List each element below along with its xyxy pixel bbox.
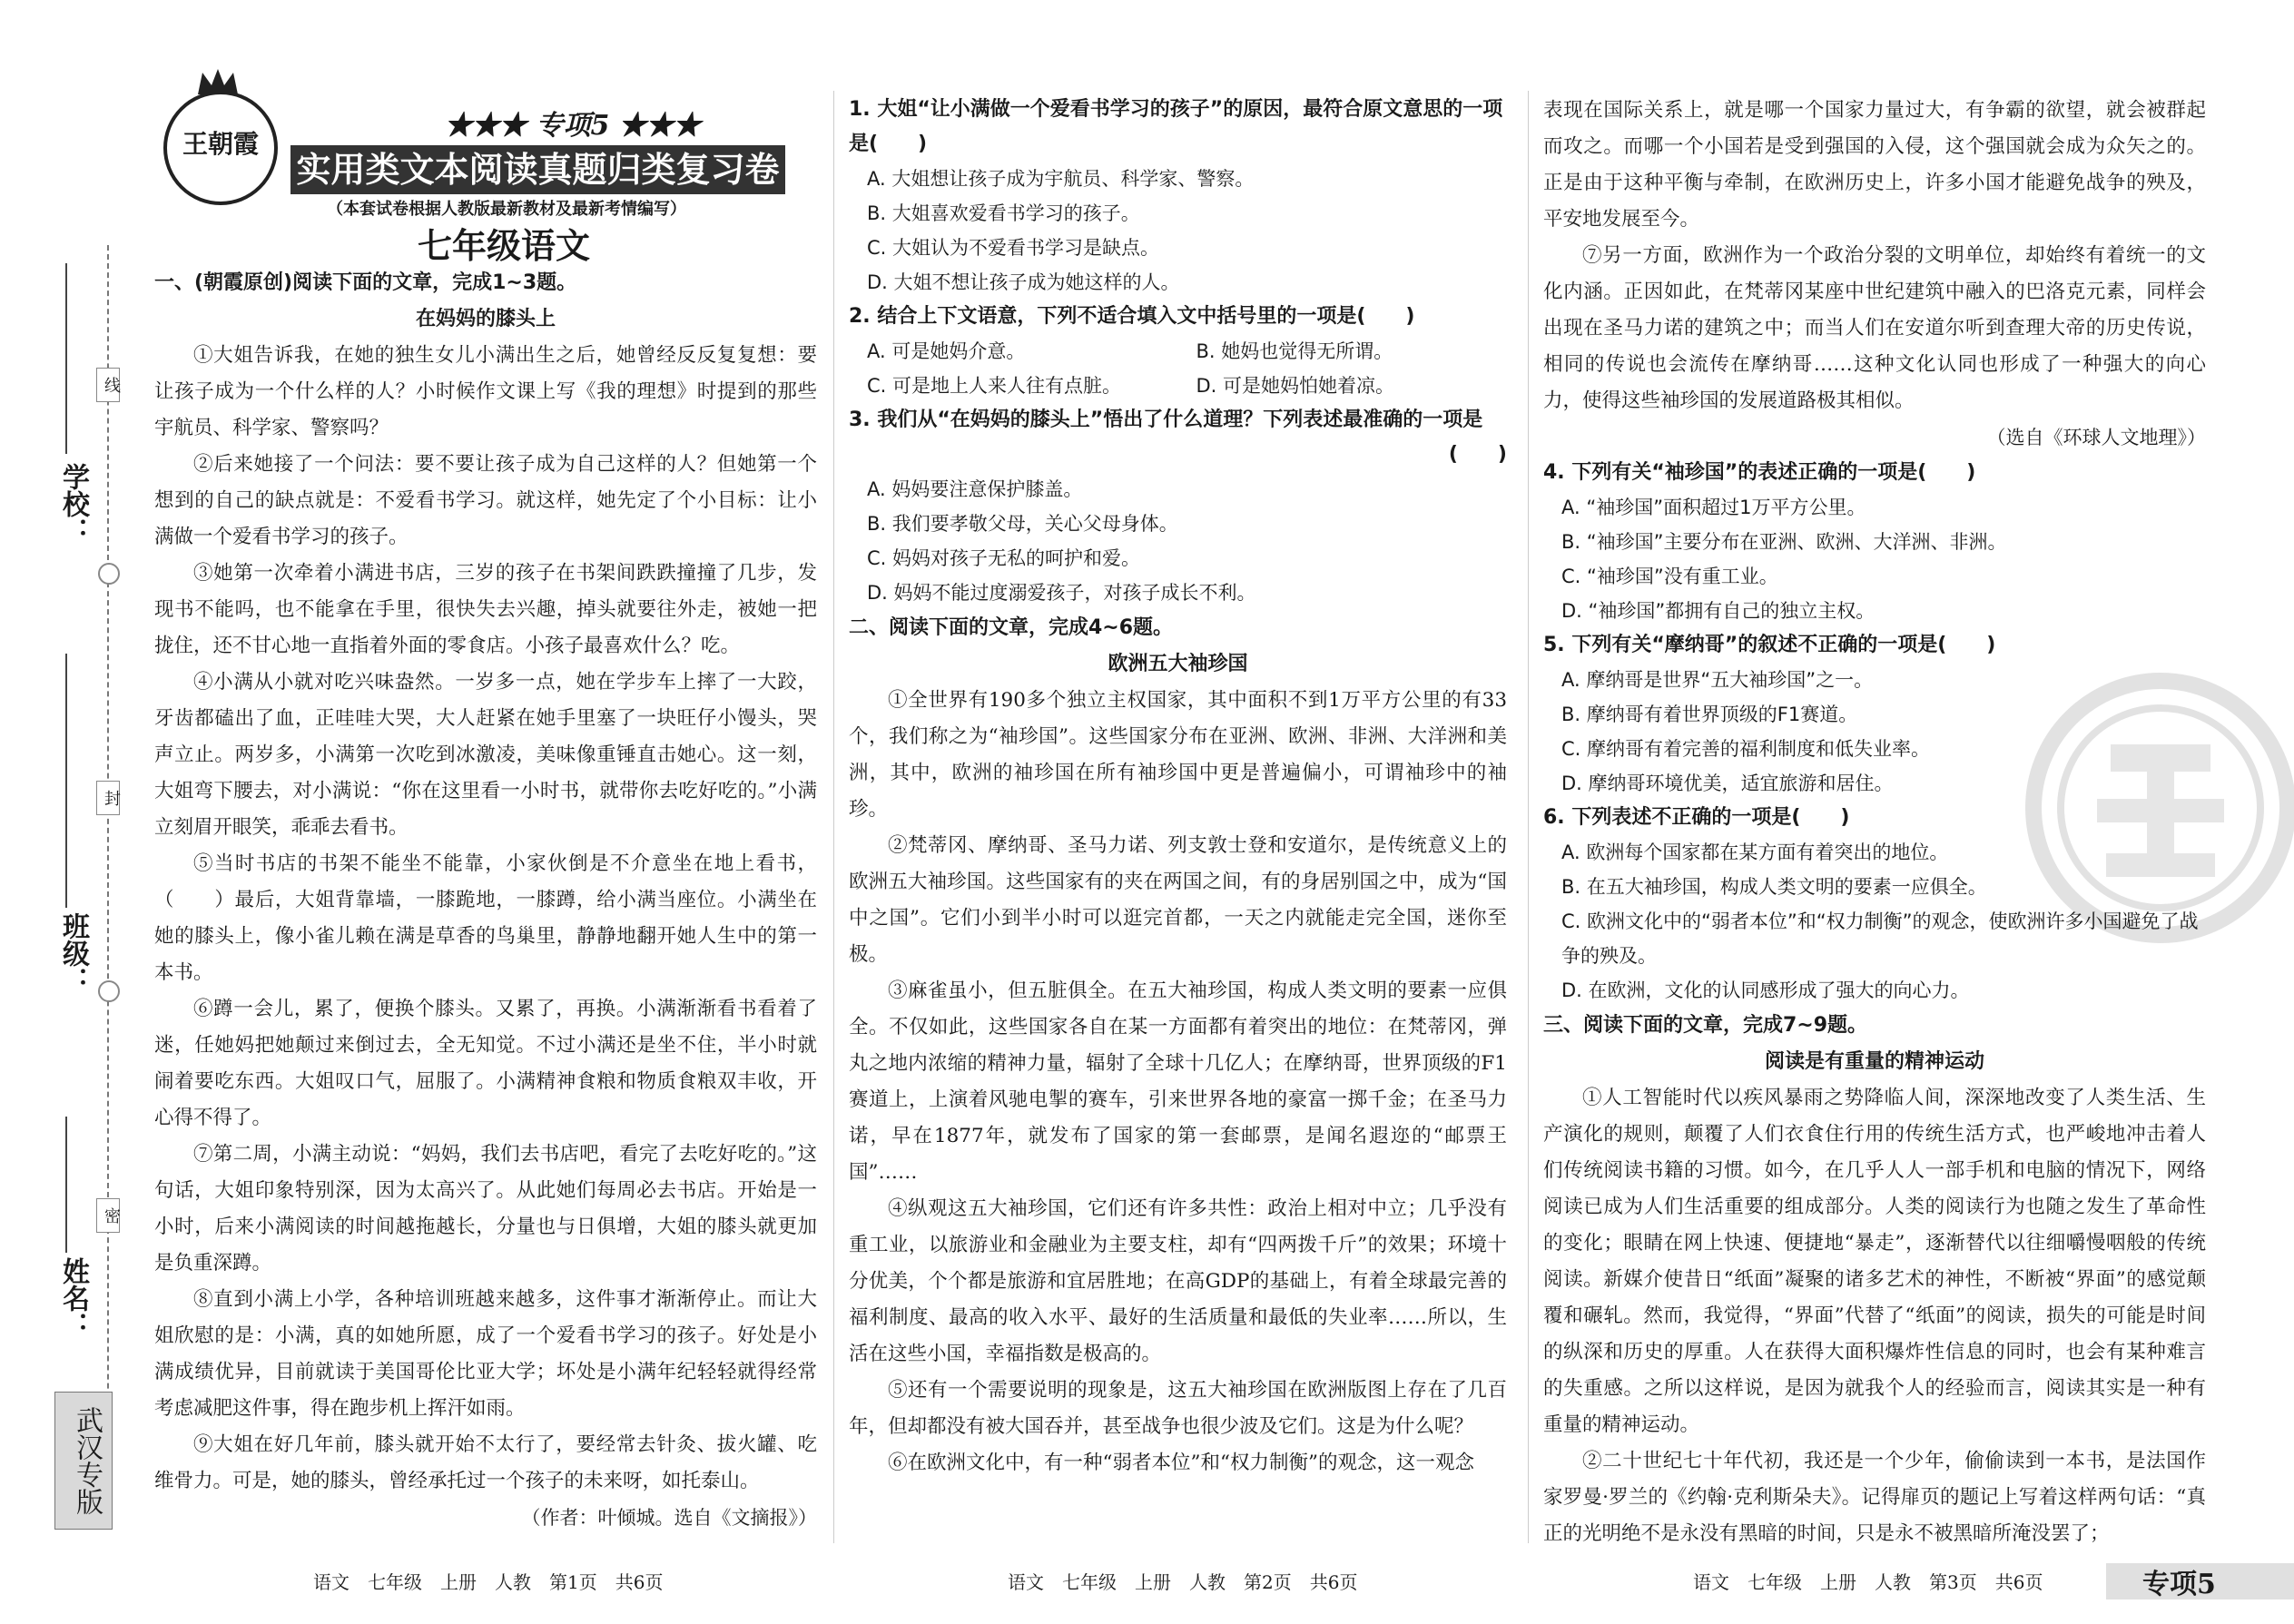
option: D. 大姐不想让孩子成为她这样的人。 [867,271,1180,293]
paragraph: ②梵蒂冈、摩纳哥、圣马力诺、列支敦士登和安道尔，是传统意义上的欧洲五大袖珍国。这些国家有的夹在两国之间，有的身居别国之中，成为“国中之国”。它们小到半小时可以逛完首都，一天之内就能走完全国，迷你至极。 [849,834,1507,966]
question-6: 6. 下列表述不正确的一项是( ) [1543,806,1850,829]
option: B. 摩纳哥有着世界顶级的F1赛道。 [1561,704,1858,725]
option: C. 可是地上人来人往有点脏。 [867,375,1122,397]
article-1-title: 在妈妈的膝头上 [415,308,556,330]
paragraph: ③麻雀虽小，但五脏俱全。在五大袖珍国，构成人类文明的要素一应俱全。不仅如此，这些国家各自在某一方面都有着突出的地位：在梵蒂冈，弹丸之地内浓缩的精神力量，辐射了全球十几亿人；在摩纳哥，世界顶级的F1赛道上，上演着风驰电掣的赛车，引来世界各地的豪富一掷千金；在圣马力诺，早在1877年，就发布了国家的第一套邮票，是闻名遐迩的“邮票王国”…… [849,979,1507,1184]
series-label: ★★★ 专项5 ★★★ [445,110,701,142]
option: C. 摩纳哥有着完善的福利制度和低失业率。 [1561,738,1931,760]
option: D. 在欧洲，文化的认同感形成了强大的向心力。 [1561,979,1970,1001]
paragraph: ①全世界有190多个独立主权国家，其中面积不到1万平方公里的有33个，我们称之为“袖珍国”。这些国家分布在亚洲、欧洲、非洲、大洋洲和美洲，其中，欧洲的袖珍国在所有袖珍国中更是普遍偏小，可谓袖珍中的袖珍。 [849,689,1507,821]
binding-hole [98,563,120,585]
publisher-logo: 王朝霞 [163,91,278,205]
article-2-title: 欧洲五大袖珍国 [1108,653,1248,675]
option: A. 欧洲每个国家都在某方面有着突出的地位。 [1561,842,1949,863]
option: D. 妈妈不能过度溺爱孩子，对孩子成长不利。 [867,582,1256,604]
column-divider [1528,91,1529,1543]
binding-word-line: 线 [96,368,120,402]
option: D. 可是她妈怕她着凉。 [1196,375,1395,397]
article-2-source: （选自《环球人文地理》） [1986,427,2206,448]
option: C. 妈妈对孩子无私的呵护和爱。 [867,547,1141,569]
page-1-footer: 语文 七年级 上册 人教 第1页 共6页 [313,1571,664,1593]
binding-word-seal: 封 [96,781,120,815]
paper-title: 实用类文本阅读真题归类复习卷 [290,145,785,194]
corner-series-label: 专项5 [2142,1569,2216,1600]
page-2-column [849,0,1507,1624]
option: A. “袖珍国”面积超过1万平方公里。 [1561,497,1866,518]
binding-margin [0,0,121,1624]
column-divider [833,91,834,1543]
edition-badge: 武汉专版 [54,1392,113,1530]
article-3-title: 阅读是有重量的精神运动 [1764,1050,1984,1073]
page-2-footer: 语文 七年级 上册 人教 第2页 共6页 [1008,1571,1358,1593]
paper-note: （本套试卷根据人教版最新教材及最新考情编写） [327,200,686,219]
answer-paren: ( ) [1448,443,1507,466]
section-3-heading: 三、阅读下面的文章，完成7~9题。 [1543,1014,1868,1037]
paragraph: ⑧直到小满上小学，各种培训班越来越多，这件事才渐渐停止。而让大姐欣慰的是：小满，真的如她所愿，成了一个爱看书学习的孩子。好处是小满成绩优异，目前就读于美国哥伦比亚大学；坏处是小满年纪轻轻就得经常考虑减肥这件事，得在跑步机上挥汗如雨。 [154,1288,817,1420]
paragraph: 表现在国际关系上，就是哪一个国家力量过大，有争霸的欲望，就会被群起而攻之。而哪一个小国若是受到强国的入侵，这个强国就会成为众矢之的。正是由于这种平衡与牵制，在欧洲历史上，许多小国才能避免战争的殃及，平安地发展至今。 [1543,99,2206,231]
paragraph: ④小满从小就对吃兴味盎然。一岁多一点，她在学步车上摔了一大跤，牙齿都磕出了血，正哇哇大哭，大人赶紧在她手里塞了一块旺仔小馒头，哭声立止。两岁多，小满第一次吃到冰激凌，美味像重锤直击她心。这一刻，大姐弯下腰去，对小满说：“你在这里看一小时书，就带你去吃好吃的。”小满立刻眉开眼笑，乖乖去看书。 [154,671,817,839]
page-3-column [1543,0,2206,1624]
school-blank-line[interactable] [65,263,67,454]
option: A. 可是她妈介意。 [867,340,1026,362]
paragraph: ⑨大姐在好几年前，膝头就开始不太行了，要经常去针灸、拔火罐、吃维骨力。可是，她的膝头，曾经承托过一个孩子的未来呀，如托泰山。 [154,1433,817,1492]
page-3-footer: 语文 七年级 上册 人教 第3页 共6页 [1693,1571,2043,1593]
name-blank-line[interactable] [65,1117,67,1253]
option: C. 欧洲文化中的“弱者本位”和“权力制衡”的观念，使欧洲许多小国避免了战争的殃及。 [1561,910,2199,967]
option: B. “袖珍国”主要分布在亚洲、欧洲、大洋洲、非洲。 [1561,531,2007,553]
option: D. “袖珍国”都拥有自己的独立主权。 [1561,600,1876,622]
paragraph: ④纵观这五大袖珍国，它们还有许多共性：政治上相对中立；几乎没有重工业，以旅游业和金融业为主要支柱，却有“四两拨千斤”的效果；环境十分优美，个个都是旅游和宜居胜地；在高GDP的基础上，有着全球最完善的福利制度、最高的收入水平、最好的生活质量和最低的失业率……所以，生活在这些小国，幸福指数是极高的。 [849,1197,1507,1365]
option: D. 摩纳哥环境优美，适宜旅游和居住。 [1561,773,1894,794]
class-blank-line[interactable] [65,654,67,908]
option: A. 摩纳哥是世界“五大袖珍国”之一。 [1561,669,1874,691]
binding-hole [98,980,120,1002]
class-label: 班级： [57,912,89,994]
option: B. 在五大袖珍国，构成人类文明的要素一应俱全。 [1561,876,1987,898]
option: C. 大姐认为不爱看书学习是缺点。 [867,237,1160,259]
paragraph: ①人工智能时代以疾风暴雨之势降临人间，深深地改变了人类生活、生产演化的规则，颠覆了人们衣食住行用的传统生活方式，也严峻地冲击着人们传统阅读书籍的习惯。如今，在几乎人人一部手机和电脑的情况下，网络阅读已成为人们生活重要的组成部分。人类的阅读行为也随之发生了革命性的变化；眼睛在网上快速、便捷地“暴走”，逐渐替代以往细嚼慢咽般的传统阅读。新媒介使昔日“纸面”凝聚的诸多艺术的神性，不断被“界面”的感觉颠覆和碾轧。然而，我觉得，“界面”代替了“纸面”的阅读，损失的可能是时间的纵深和历史的厚重。人在获得大面积爆炸性信息的同时，也会有某种难言的失重感。之所以这样说，是因为就我个人的经验而言，阅读其实是一种有重量的精神运动。 [1543,1087,2206,1436]
paragraph: ⑤还有一个需要说明的现象是，这五大袖珍国在欧洲版图上存在了几百年，但却都没有被大国吞并，甚至战争也很少波及它们。这是为什么呢？ [849,1379,1507,1438]
question-3: 3. 我们从“在妈妈的膝头上”悟出了什么道理？下列表述最准确的一项是 [849,408,1483,431]
option: B. 我们要孝敬父母，关心父母身体。 [867,513,1178,535]
question-2: 2. 结合上下文语意，下列不适合填入文中括号里的一项是( ) [849,305,1415,328]
question-4: 4. 下列有关“袖珍国”的表述正确的一项是( ) [1543,461,1976,484]
option: A. 大姐想让孩子成为宇航员、科学家、警察。 [867,168,1255,190]
section-2-heading: 二、阅读下面的文章，完成4~6题。 [849,616,1174,639]
name-label: 姓名： [57,1257,89,1339]
binding-cut-line [107,245,109,1516]
paragraph: ⑥蹲一会儿，累了，便换个膝头。又累了，再换。小满渐渐看书看着了迷，任她妈把她颠过来倒过去，全无知觉。不过小满还是坐不住，半小时就闹着要吃东西。大姐叹口气，屈服了。小满精神食粮和物质食粮双丰收，开心得不得了。 [154,998,817,1129]
series-text: 专项5 [536,110,610,142]
paragraph: ⑥在欧洲文化中，有一种“弱者本位”和“权力制衡”的观念，这一观念 [888,1452,1474,1474]
binding-word-dense: 密 [96,1198,120,1233]
page-1-column [154,0,817,1624]
paragraph: ③她第一次牵着小满进书店，三岁的孩子在书架间跌跌撞撞了几步，发现书不能吗，也不能拿在手里，很快失去兴趣，掉头就要往外走，被她一把拢住，还不甘心地一直指着外面的零食店。小孩子最喜欢什么？吃。 [154,562,817,657]
school-label: 学校： [57,463,89,545]
paragraph: ②二十世纪七十年代初，我还是一个少年，偷偷读到一本书，是法国作家罗曼·罗兰的《约翰·克利斯朵夫》。记得扉页的题记上写着这样两句话：“真正的光明绝不是永没有黑暗的时间，只是永不被黑暗所淹没罢了； [1543,1450,2206,1545]
grade-subject: 七年级语文 [418,226,591,266]
paragraph: ⑦第二周，小满主动说：“妈妈，我们去书店吧，看完了去吃好吃的。”这句话，大姐印象特别深，因为太高兴了。从此她们每周必去书店。开始是一小时，后来小满阅读的时间越拖越长，分量也与日俱增，大姐的膝头就更加是负重深蹲。 [154,1143,817,1275]
paragraph: ⑤当时书店的书架不能坐不能靠，小家伙倒是不介意坐在地上看书，（ ）最后，大姐背靠墙，一膝跪地，一膝蹲，给小满当座位。小满坐在她的膝头上，像小雀儿赖在满是草香的鸟巢里，静静地翻开她人生中的第一本书。 [154,852,817,984]
paragraph: ②后来她接了一个问法：要不要让孩子成为自己这样的人？但她第一个想到的自己的缺点就是：不爱看书学习。就这样，她先定了个小目标：让小满做一个爱看书学习的孩子。 [154,453,817,548]
question-5: 5. 下列有关“摩纳哥”的叙述不正确的一项是( ) [1543,634,1996,656]
option: C. “袖珍国”没有重工业。 [1561,566,1778,587]
paragraph: ①大姐告诉我，在她的独生女儿小满出生之后，她曾经反反复复想：要让孩子成为一个什么样的人？小时候作文课上写《我的理想》时提到的那些宇航员、科学家、警察吗？ [154,344,817,439]
paragraph: ⑦另一方面，欧洲作为一个政治分裂的文明单位，却始终有着统一的文化内涵。正因如此，在梵蒂冈某座中世纪建筑中融入的巴洛克元素，同样会出现在圣马力诺的建筑之中；而当人们在安道尔听到查理大帝的历史传说，相同的传说也会流传在摩纳哥……这种文化认同也形成了一种强大的向心力，使得这些袖珍国的发展道路极其相似。 [1543,244,2206,412]
option: A. 妈妈要注意保护膝盖。 [867,478,1083,500]
option: B. 大姐喜欢爱看书学习的孩子。 [867,202,1140,224]
option: B. 她妈也觉得无所谓。 [1196,340,1393,362]
question-1: 1. 大姐“让小满做一个爱看书学习的孩子”的原因，最符合原文意思的一项是( ) [849,98,1503,155]
section-1-heading: 一、(朝霞原创)阅读下面的文章，完成1~3题。 [154,271,577,294]
article-1-source: （作者：叶倾城。选自《文摘报》） [521,1507,817,1529]
